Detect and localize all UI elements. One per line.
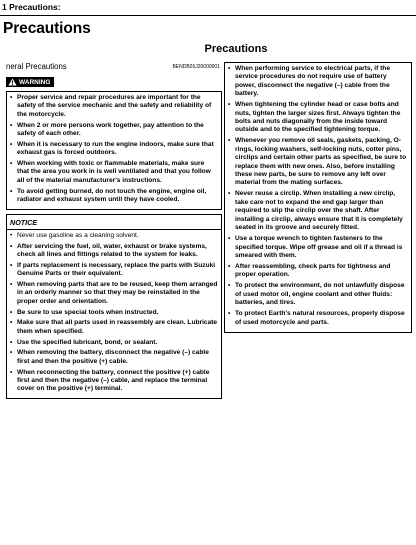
notice-box (6, 214, 222, 399)
warning-box (6, 91, 222, 210)
list-item: • To avoid getting burned, do not touch the engine, engine oil, radiator and exhaust system until they have cooled. (10, 188, 218, 205)
warning-badge (6, 77, 54, 87)
document-code: BENDB26J20000001 (172, 64, 220, 70)
warning-label: WARNING (19, 78, 51, 86)
header-section-label: 1 Precautions: (2, 2, 61, 12)
right-column (224, 62, 412, 333)
list-item: • When performing service to electrical parts, if the service procedures do not require use of battery power, disconnect the negative (–) cable from the battery. (228, 65, 408, 99)
warning-triangle-icon (8, 78, 17, 86)
notice-label: NOTICE (7, 217, 221, 230)
list-item: • When it is necessary to run the engine indoors, make sure that exhaust gas is forced outdoors. (10, 141, 218, 158)
list-item: • When removing parts that are to be reused, keep them arranged in an orderly manner so that they may be reinstalled in the proper order and orientation. (10, 281, 218, 306)
list-item: • When working with toxic or flammable materials, make sure that the area you work in is well ventilated and that you follow all of the material manufacturer's instructions. (10, 160, 218, 185)
list-item: • Be sure to use special tools when instructed. (10, 309, 218, 317)
list-item: • When reconnecting the battery, connect the positive (+) cable first and then the negative (–) cable, and replace the terminal cover on the positive (+) terminal. (10, 369, 218, 394)
list-item: • After servicing the fuel, oil, water, exhaust or brake systems, check all lines and fittings related to the system for leaks. (10, 243, 218, 260)
right-list (228, 65, 408, 327)
page-title: Precautions (3, 20, 91, 37)
list-item: • To protect Earth's natural resources, properly dispose of used motorcycle and parts. (228, 310, 408, 327)
list-item: • Whenever you remove oil seals, gaskets, packing, O-rings, locking washers, self-locking nuts, cotter pins, circlips and certain other parts as specified, be sure to replace them with new ones. Also, before installing these new parts, be sure to remove any left over material from the mating surfaces. (228, 137, 408, 187)
section-title: Precautions (204, 43, 268, 55)
header-rule (0, 15, 416, 16)
list-item: • To protect the environment, do not unlawfully dispose of used motor oil, engine coolant and other fluids: batteries, and tires. (228, 282, 408, 307)
left-column (6, 62, 222, 399)
list-item: • After reassembling, check parts for tightness and proper operation. (228, 263, 408, 280)
list-item: • Proper service and repair procedures are important for the safety of the service mechanic and the safety and reliability of the motorcycle. (10, 94, 218, 119)
general-precautions-title: neral Precautions (6, 62, 67, 71)
list-item: • If parts replacement is necessary, replace the parts with Suzuki Genuine Parts or their equivalent. (10, 262, 218, 279)
list-item: • Never reuse a circlip. When installing a new circlip, take care not to expand the end gap larger than required to slip the circlip over the shaft. After installing a circlip, always ensure that it is completely seated in its groove and securely fitted. (228, 190, 408, 232)
list-item: • When 2 or more persons work together, pay attention to the safety of each other. (10, 122, 218, 139)
list-item: • When removing the battery, disconnect the negative (–) cable first and then the positive (+) cable. (10, 349, 218, 366)
list-item: • Make sure that all parts used in reassembly are clean. Lubricate them when specified. (10, 319, 218, 336)
list-item: • Never use gasoline as a cleaning solvent. (10, 232, 218, 240)
warning-list (10, 94, 218, 204)
list-item: • Use the specified lubricant, bond, or sealant. (10, 339, 218, 347)
notice-list (10, 232, 218, 394)
list-item: • When tightening the cylinder head or case bolts and nuts, tighten the larger sizes first. Always tighten the bolts and nuts diagonally from the inside toward outside and to the specified tightening torque. (228, 101, 408, 135)
list-item: • Use a torque wrench to tighten fasteners to the specified torque. Wipe off grease and oil if a thread is smeared with them. (228, 235, 408, 260)
page-header (0, 2, 416, 16)
right-box (224, 62, 412, 333)
